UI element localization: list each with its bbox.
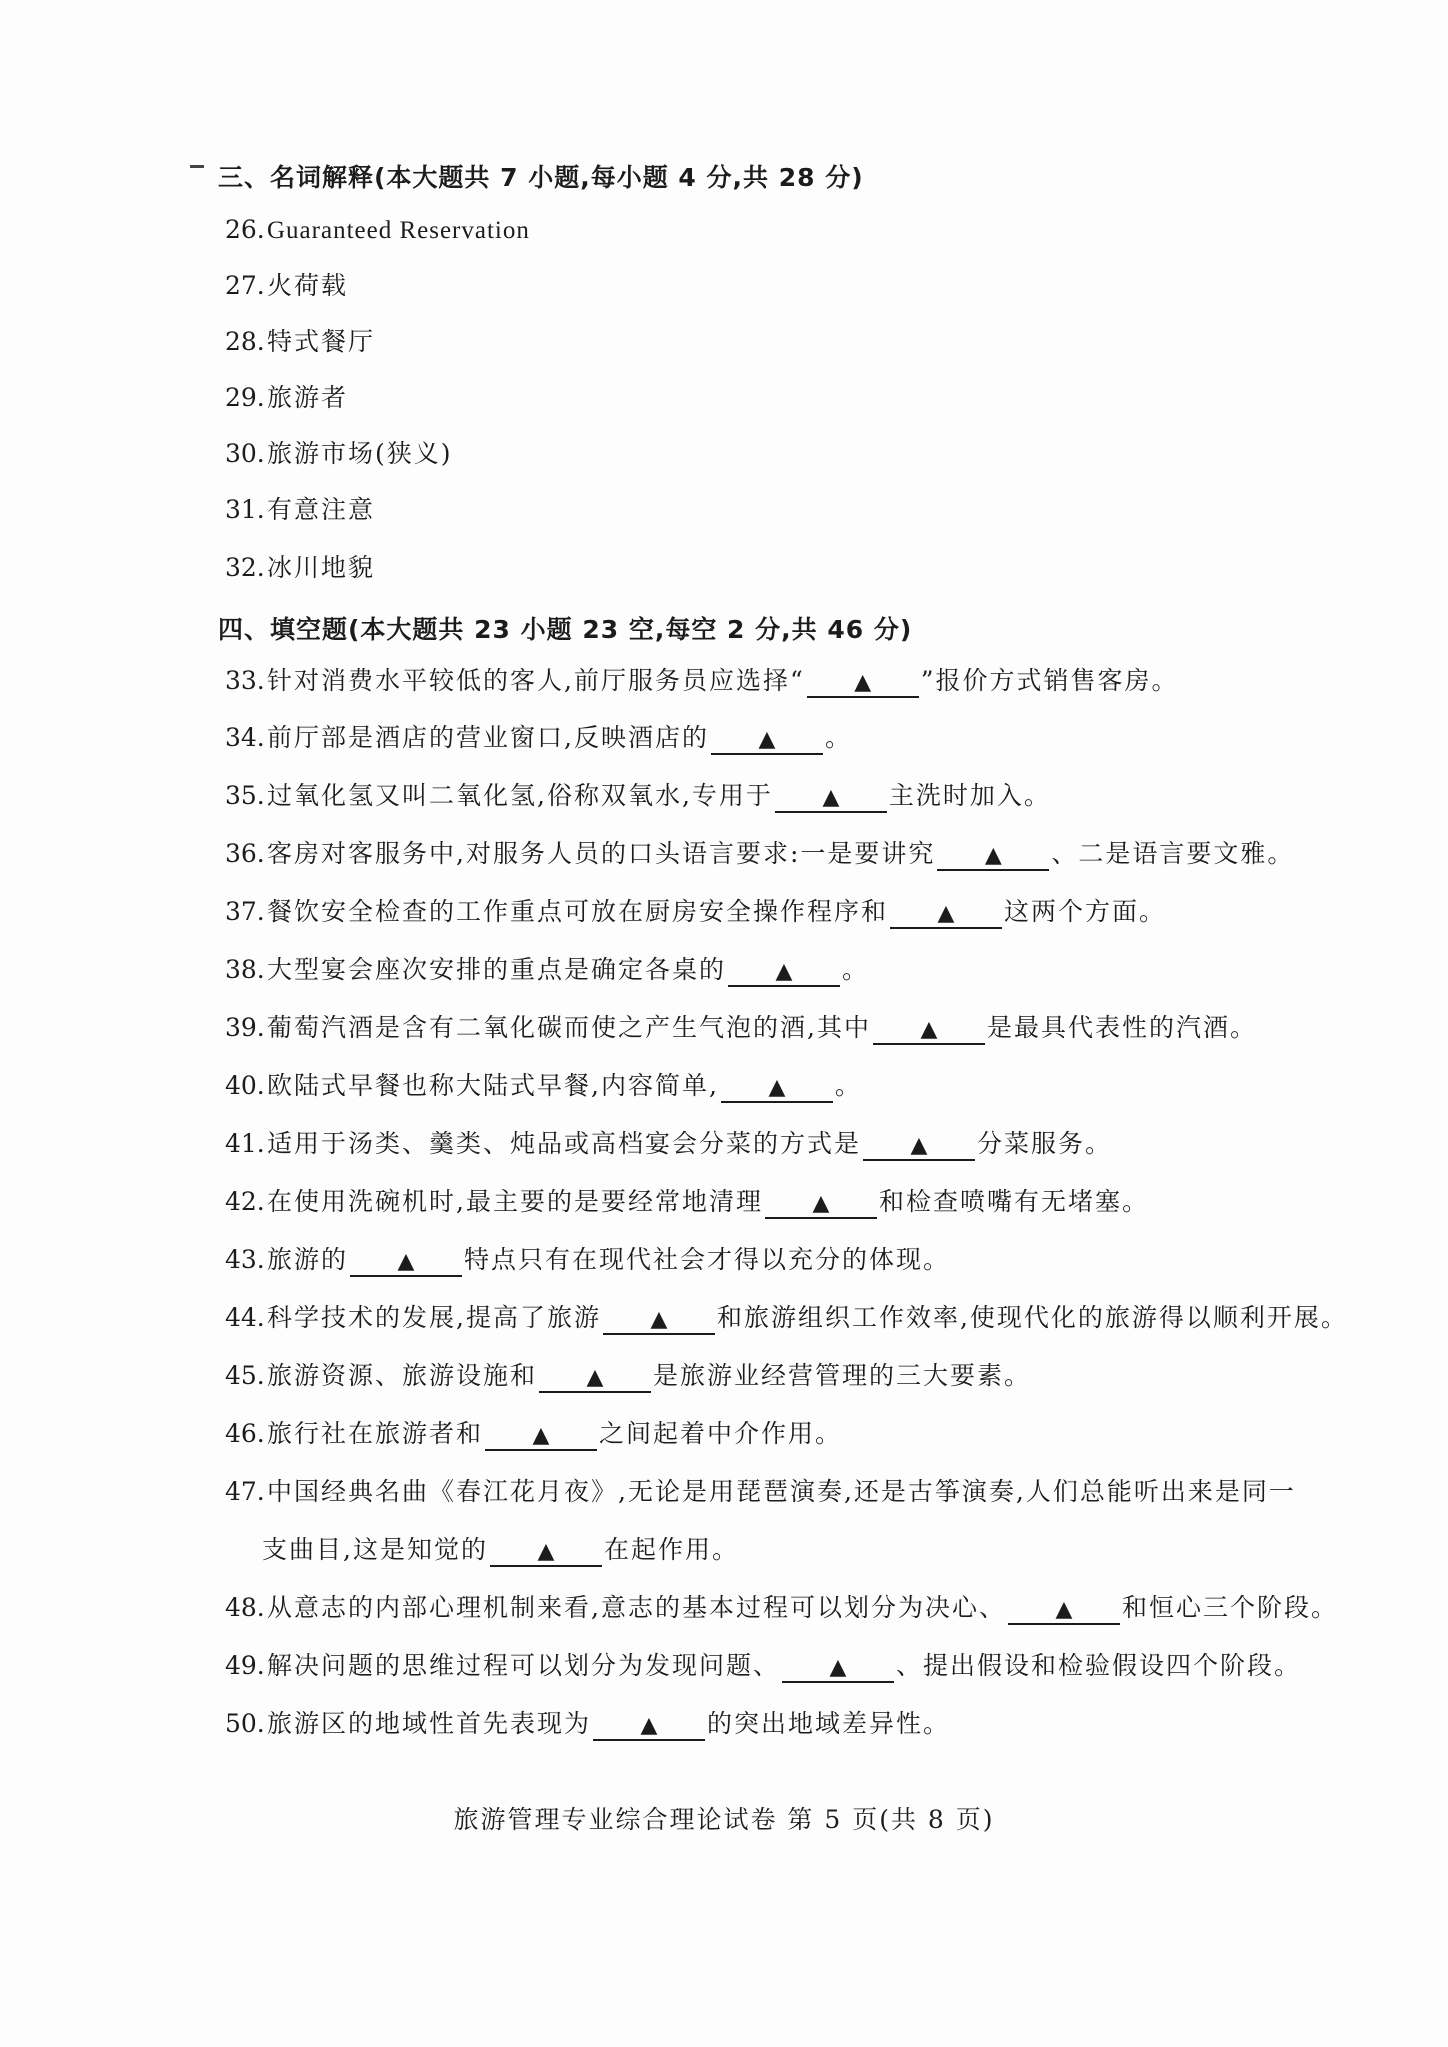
triangle-icon: ▲ xyxy=(758,727,776,752)
item-pre: 旅游的 xyxy=(267,1245,349,1274)
triangle-icon: ▲ xyxy=(910,1133,928,1158)
item-post: 是最具代表性的汽酒。 xyxy=(986,1013,1257,1042)
fill-item-45 xyxy=(225,1360,1031,1393)
answer-blank[interactable] xyxy=(721,1073,833,1103)
item-post: 和恒心三个阶段。 xyxy=(1121,1593,1338,1622)
item-post: 主洗时加入。 xyxy=(888,781,1051,810)
triangle-icon: ▲ xyxy=(854,670,872,695)
item-pre: 在使用洗碗机时,最主要的是要经常地清理 xyxy=(267,1187,763,1216)
answer-blank[interactable] xyxy=(593,1711,705,1741)
item-pre: 针对消费水平较低的客人,前厅服务员应选择“ xyxy=(267,666,805,695)
answer-blank[interactable] xyxy=(807,668,919,698)
item-number: 31. xyxy=(225,495,265,524)
item-pre: 葡萄汽酒是含有二氧化碳而使之产生气泡的酒,其中 xyxy=(267,1013,871,1042)
item-post: 。 xyxy=(842,955,870,984)
triangle-icon: ▲ xyxy=(822,785,840,810)
fill-item-40 xyxy=(225,1070,862,1103)
fill-item-34 xyxy=(225,722,852,755)
fill-item-42 xyxy=(225,1186,1149,1219)
item-pre: 餐饮安全检查的工作重点可放在厨房安全操作程序和 xyxy=(267,897,889,926)
answer-blank[interactable] xyxy=(711,725,823,755)
item-number: 46. xyxy=(225,1419,265,1448)
fill-item-50 xyxy=(225,1708,950,1741)
item-text: 火荷载 xyxy=(267,271,349,300)
item-pre: 旅游资源、旅游设施和 xyxy=(267,1361,538,1390)
item-pre: 欧陆式早餐也称大陆式早餐,内容简单, xyxy=(267,1071,719,1100)
fill-item-35 xyxy=(225,780,1051,813)
item-number: 30. xyxy=(225,439,265,468)
triangle-icon: ▲ xyxy=(640,1713,658,1738)
term-item-30 xyxy=(225,438,453,470)
triangle-icon: ▲ xyxy=(650,1307,668,1332)
fill-item-47 xyxy=(225,1476,1296,1508)
item-pre: 大型宴会座次安排的重点是确定各桌的 xyxy=(267,955,727,984)
item-number: 37. xyxy=(225,897,265,926)
answer-blank[interactable] xyxy=(350,1247,462,1277)
item-post: 在起作用。 xyxy=(603,1535,739,1564)
item-text: 特式餐厅 xyxy=(267,327,376,356)
answer-blank[interactable] xyxy=(782,1653,894,1683)
answer-blank[interactable] xyxy=(937,841,1049,871)
answer-blank[interactable] xyxy=(873,1015,985,1045)
item-post: 是旅游业经营管理的三大要素。 xyxy=(653,1361,1032,1390)
item-pre: 解决问题的思维过程可以划分为发现问题、 xyxy=(267,1651,781,1680)
item-number: 34. xyxy=(225,723,265,752)
item-text: 冰川地貌 xyxy=(267,553,376,582)
item-number: 41. xyxy=(225,1129,265,1158)
item-number: 36. xyxy=(225,839,265,868)
fill-item-43 xyxy=(225,1244,950,1277)
item-text: 有意注意 xyxy=(267,495,376,524)
item-pre: 前厅部是酒店的营业窗口,反映酒店的 xyxy=(267,723,709,752)
fill-item-38 xyxy=(225,954,869,987)
term-item-26 xyxy=(225,214,530,247)
item-text: Guaranteed Reservation xyxy=(267,217,530,244)
term-item-31 xyxy=(225,494,375,526)
item-post: 和检查喷嘴有无堵塞。 xyxy=(878,1187,1149,1216)
triangle-icon: ▲ xyxy=(829,1655,847,1680)
triangle-icon: ▲ xyxy=(775,959,793,984)
answer-blank[interactable] xyxy=(485,1421,597,1451)
fill-item-37 xyxy=(225,896,1166,929)
fill-item-49 xyxy=(225,1650,1301,1683)
item-number: 29. xyxy=(225,383,265,412)
item-number: 35. xyxy=(225,781,265,810)
term-item-29 xyxy=(225,382,348,414)
item-post: 、提出假设和检验假设四个阶段。 xyxy=(896,1651,1302,1680)
answer-blank[interactable] xyxy=(490,1537,602,1567)
page-footer: 旅游管理专业综合理论试卷 第 5 页(共 8 页) xyxy=(453,1805,995,1834)
fill-item-41 xyxy=(225,1128,1112,1161)
answer-blank[interactable] xyxy=(765,1189,877,1219)
triangle-icon: ▲ xyxy=(920,1017,938,1042)
item-pre: 从意志的内部心理机制来看,意志的基本过程可以划分为决心、 xyxy=(267,1593,1006,1622)
item-number: 32. xyxy=(225,553,265,582)
item-post: 。 xyxy=(834,1071,862,1100)
triangle-icon: ▲ xyxy=(532,1423,550,1448)
item-post: ”报价方式销售客房。 xyxy=(920,666,1179,695)
item-number: 27. xyxy=(225,271,265,300)
answer-blank[interactable] xyxy=(539,1363,651,1393)
fill-item-46 xyxy=(225,1418,842,1451)
item-number: 49. xyxy=(225,1651,265,1680)
term-item-28 xyxy=(225,326,375,358)
fill-item-47-cont xyxy=(262,1534,739,1567)
item-number: 50. xyxy=(225,1709,265,1738)
item-number: 39. xyxy=(225,1013,265,1042)
item-number: 48. xyxy=(225,1593,265,1622)
item-number: 43. xyxy=(225,1245,265,1274)
item-number: 28. xyxy=(225,327,265,356)
item-number: 47. xyxy=(225,1477,265,1506)
item-pre: 支曲目,这是知觉的 xyxy=(262,1535,488,1564)
item-post: 。 xyxy=(824,723,852,752)
triangle-icon: ▲ xyxy=(768,1075,786,1100)
item-number: 26. xyxy=(225,215,265,244)
item-pre: 适用于汤类、羹类、炖品或高档宴会分菜的方式是 xyxy=(267,1129,862,1158)
scan-mark xyxy=(190,165,204,168)
answer-blank[interactable] xyxy=(603,1305,715,1335)
item-number: 45. xyxy=(225,1361,265,1390)
answer-blank[interactable] xyxy=(728,957,840,987)
item-post: 的突出地域差异性。 xyxy=(707,1709,951,1738)
item-post: 这两个方面。 xyxy=(1004,897,1167,926)
item-post: 分菜服务。 xyxy=(977,1129,1113,1158)
item-pre: 中国经典名曲《春江花月夜》,无论是用琵琶演奏,还是古筝演奏,人们总能听出来是同一 xyxy=(267,1477,1296,1506)
item-pre: 旅行社在旅游者和 xyxy=(267,1419,484,1448)
item-number: 40. xyxy=(225,1071,265,1100)
item-post: 、二是语言要文雅。 xyxy=(1051,839,1295,868)
item-pre: 过氧化氢又叫二氧化氢,俗称双氧水,专用于 xyxy=(267,781,773,810)
item-post: 和旅游组织工作效率,使现代化的旅游得以顺利开展。 xyxy=(716,1303,1348,1332)
item-text: 旅游市场(狭义) xyxy=(267,439,453,468)
triangle-icon: ▲ xyxy=(397,1249,415,1274)
item-number: 33. xyxy=(225,666,265,695)
term-item-27 xyxy=(225,270,348,302)
answer-blank[interactable] xyxy=(1008,1595,1120,1625)
triangle-icon: ▲ xyxy=(812,1191,830,1216)
item-number: 38. xyxy=(225,955,265,984)
fill-item-39 xyxy=(225,1012,1257,1045)
answer-blank[interactable] xyxy=(775,783,887,813)
item-number: 42. xyxy=(225,1187,265,1216)
fill-item-48 xyxy=(225,1592,1338,1625)
fill-item-44 xyxy=(225,1302,1348,1335)
answer-blank[interactable] xyxy=(890,899,1002,929)
triangle-icon: ▲ xyxy=(1055,1597,1073,1622)
item-post: 特点只有在现代社会才得以充分的体现。 xyxy=(464,1245,951,1274)
section4-header: 四、填空题(本大题共 23 小题 23 空,每空 2 分,共 46 分) xyxy=(218,615,913,644)
triangle-icon: ▲ xyxy=(937,901,955,926)
triangle-icon: ▲ xyxy=(537,1539,555,1564)
section3-header: 三、名词解释(本大题共 7 小题,每小题 4 分,共 28 分) xyxy=(218,163,864,192)
triangle-icon: ▲ xyxy=(586,1365,604,1390)
fill-item-36 xyxy=(225,838,1294,871)
item-pre: 旅游区的地域性首先表现为 xyxy=(267,1709,592,1738)
item-text: 旅游者 xyxy=(267,383,349,412)
answer-blank[interactable] xyxy=(863,1131,975,1161)
triangle-icon: ▲ xyxy=(984,843,1002,868)
item-number: 44. xyxy=(225,1303,265,1332)
item-post: 之间起着中介作用。 xyxy=(599,1419,843,1448)
term-item-32 xyxy=(225,552,375,584)
item-pre: 客房对客服务中,对服务人员的口头语言要求:一是要讲究 xyxy=(267,839,936,868)
item-pre: 科学技术的发展,提高了旅游 xyxy=(267,1303,601,1332)
fill-item-33 xyxy=(225,665,1179,698)
